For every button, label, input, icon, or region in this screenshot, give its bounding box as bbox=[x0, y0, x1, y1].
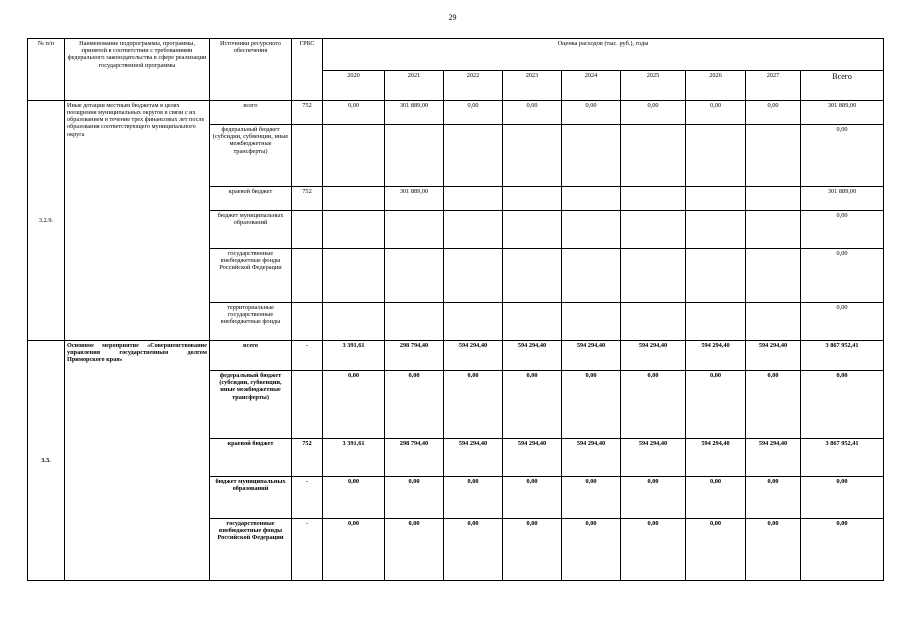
year-value bbox=[686, 303, 746, 341]
header-year: 2023 bbox=[503, 71, 562, 101]
year-value: 0,00 bbox=[621, 477, 686, 519]
year-value: 0,00 bbox=[746, 477, 801, 519]
year-value bbox=[444, 125, 503, 187]
year-value: 594 294,40 bbox=[562, 439, 621, 477]
total-value: 0,00 bbox=[801, 477, 884, 519]
year-value: 0,00 bbox=[686, 371, 746, 439]
year-value bbox=[562, 125, 621, 187]
year-value bbox=[503, 303, 562, 341]
year-value: 301 889,00 bbox=[385, 101, 444, 125]
year-value bbox=[746, 211, 801, 249]
year-value: 0,00 bbox=[385, 477, 444, 519]
year-value bbox=[686, 211, 746, 249]
year-value: 0,00 bbox=[444, 519, 503, 581]
year-value bbox=[323, 303, 385, 341]
header-total: Всего bbox=[801, 71, 884, 101]
total-value: 301 889,00 bbox=[801, 187, 884, 211]
year-value: 594 294,40 bbox=[562, 341, 621, 371]
item-number: 3.3. bbox=[28, 341, 65, 581]
year-value bbox=[746, 187, 801, 211]
year-value bbox=[621, 187, 686, 211]
year-value: 594 294,40 bbox=[503, 341, 562, 371]
total-value: 0,00 bbox=[801, 125, 884, 187]
header-year: 2022 bbox=[444, 71, 503, 101]
year-value: 0,00 bbox=[444, 101, 503, 125]
year-value: 0,00 bbox=[444, 477, 503, 519]
year-value: 298 794,40 bbox=[385, 439, 444, 477]
header-estimate: Оценка расходов (тыс. руб.), годы bbox=[323, 39, 884, 71]
total-value: 0,00 bbox=[801, 211, 884, 249]
year-value bbox=[621, 303, 686, 341]
year-value bbox=[621, 211, 686, 249]
grbs-code: 752 bbox=[292, 187, 323, 211]
year-value: 594 294,40 bbox=[444, 341, 503, 371]
year-value: 594 294,40 bbox=[444, 439, 503, 477]
header-number: № п/п bbox=[28, 39, 65, 101]
year-value bbox=[385, 125, 444, 187]
total-value: 301 889,00 bbox=[801, 101, 884, 125]
funding-source: территориальные государственные внебюджетные фонды bbox=[210, 303, 292, 341]
year-value: 0,00 bbox=[562, 519, 621, 581]
year-value: 3 391,61 bbox=[323, 341, 385, 371]
year-value: 0,00 bbox=[562, 101, 621, 125]
year-value: 594 294,40 bbox=[686, 439, 746, 477]
year-value: 0,00 bbox=[385, 519, 444, 581]
year-value: 0,00 bbox=[746, 371, 801, 439]
budget-table bbox=[27, 38, 884, 581]
year-value: 0,00 bbox=[562, 371, 621, 439]
funding-source: бюджет муниципальных образований bbox=[210, 211, 292, 249]
year-value bbox=[503, 125, 562, 187]
year-value: 0,00 bbox=[621, 519, 686, 581]
total-value: 0,00 bbox=[801, 249, 884, 303]
header-grbs: ГРБС bbox=[292, 39, 323, 101]
funding-source: федеральный бюджет (субсидии, субвенции, иные межбюджетные трансферты) bbox=[210, 371, 292, 439]
grbs-code: - bbox=[292, 519, 323, 581]
year-value: 0,00 bbox=[621, 101, 686, 125]
year-value bbox=[503, 211, 562, 249]
year-value bbox=[621, 249, 686, 303]
year-value bbox=[444, 211, 503, 249]
year-value bbox=[323, 187, 385, 211]
table-row bbox=[28, 341, 884, 371]
header-year: 2025 bbox=[621, 71, 686, 101]
header-year: 2027 bbox=[746, 71, 801, 101]
year-value bbox=[746, 249, 801, 303]
header-year: 2026 bbox=[686, 71, 746, 101]
funding-source: государственные внебюджетные фонды Российской Федерации bbox=[210, 249, 292, 303]
grbs-code: 752 bbox=[292, 101, 323, 125]
year-value: 298 794,40 bbox=[385, 341, 444, 371]
year-value: 0,00 bbox=[503, 477, 562, 519]
year-value: 0,00 bbox=[746, 101, 801, 125]
year-value: 594 294,40 bbox=[621, 341, 686, 371]
page-number: 29 bbox=[448, 13, 457, 22]
year-value bbox=[385, 211, 444, 249]
year-value: 0,00 bbox=[444, 371, 503, 439]
block-3-3 bbox=[28, 341, 884, 581]
funding-source: краевой бюджет bbox=[210, 187, 292, 211]
funding-source: федеральный бюджет (субсидии, субвенции, иные межбюджетные трансферты) bbox=[210, 125, 292, 187]
year-value: 0,00 bbox=[562, 477, 621, 519]
header-year: 2020 bbox=[323, 71, 385, 101]
total-value: 0,00 bbox=[801, 303, 884, 341]
year-value: 0,00 bbox=[323, 371, 385, 439]
header-sources: Источники ресурсного обеспечения bbox=[210, 39, 292, 101]
year-value: 301 889,00 bbox=[385, 187, 444, 211]
table-row bbox=[28, 101, 884, 125]
grbs-code bbox=[292, 371, 323, 439]
year-value: 0,00 bbox=[503, 519, 562, 581]
year-value: 0,00 bbox=[323, 477, 385, 519]
year-value: 0,00 bbox=[503, 101, 562, 125]
item-name: Основное мероприятие «Совершенствование управления государственным долгом Приморского края» bbox=[65, 341, 210, 581]
item-number: 3.2.9. bbox=[28, 101, 65, 341]
funding-source: краевой бюджет bbox=[210, 439, 292, 477]
grbs-code bbox=[292, 249, 323, 303]
year-value bbox=[323, 211, 385, 249]
year-value bbox=[562, 187, 621, 211]
grbs-code bbox=[292, 211, 323, 249]
year-value bbox=[686, 125, 746, 187]
year-value: 594 294,40 bbox=[503, 439, 562, 477]
total-value: 0,00 bbox=[801, 519, 884, 581]
year-value bbox=[323, 249, 385, 303]
grbs-code bbox=[292, 303, 323, 341]
year-value bbox=[385, 303, 444, 341]
total-value: 0,00 bbox=[801, 371, 884, 439]
year-value: 0,00 bbox=[503, 371, 562, 439]
funding-source: бюджет муниципальных образований bbox=[210, 477, 292, 519]
year-value bbox=[562, 211, 621, 249]
item-name: Иные дотации местным бюджетам в целях поощрения муниципальных округов в связи с их образованием в течение трех финансовых лет после образования соответствующего муниципального округа bbox=[65, 101, 210, 341]
year-value: 0,00 bbox=[621, 371, 686, 439]
year-value: 0,00 bbox=[323, 519, 385, 581]
year-value bbox=[746, 125, 801, 187]
year-value bbox=[746, 303, 801, 341]
grbs-code: - bbox=[292, 341, 323, 371]
year-value: 0,00 bbox=[323, 101, 385, 125]
year-value bbox=[503, 249, 562, 303]
year-value bbox=[503, 187, 562, 211]
year-value: 3 391,61 bbox=[323, 439, 385, 477]
year-value bbox=[444, 249, 503, 303]
grbs-code: 752 bbox=[292, 439, 323, 477]
year-value bbox=[621, 125, 686, 187]
block-3-2-9 bbox=[28, 101, 884, 341]
year-value: 594 294,40 bbox=[746, 439, 801, 477]
year-value bbox=[686, 249, 746, 303]
year-value bbox=[385, 249, 444, 303]
year-value bbox=[444, 303, 503, 341]
year-value: 0,00 bbox=[686, 477, 746, 519]
total-value: 3 867 952,41 bbox=[801, 439, 884, 477]
header-year: 2024 bbox=[562, 71, 621, 101]
year-value bbox=[323, 125, 385, 187]
year-value: 0,00 bbox=[686, 519, 746, 581]
grbs-code bbox=[292, 125, 323, 187]
total-value: 3 867 952,41 bbox=[801, 341, 884, 371]
year-value bbox=[562, 303, 621, 341]
year-value: 0,00 bbox=[686, 101, 746, 125]
year-value: 594 294,40 bbox=[686, 341, 746, 371]
year-value: 594 294,40 bbox=[746, 341, 801, 371]
year-value bbox=[444, 187, 503, 211]
funding-source: государственные внебюджетные фонды Российской Федерации bbox=[210, 519, 292, 581]
year-value: 594 294,40 bbox=[621, 439, 686, 477]
year-value: 0,00 bbox=[746, 519, 801, 581]
year-value bbox=[686, 187, 746, 211]
year-value: 0,00 bbox=[385, 371, 444, 439]
header-name: Наименование подпрограммы, программы, принятой в соответствии с требованиями федерального законодательства в сфере реализации государственной программы bbox=[65, 39, 210, 101]
grbs-code: - bbox=[292, 477, 323, 519]
funding-source: всего bbox=[210, 341, 292, 371]
funding-source: всего bbox=[210, 101, 292, 125]
header-year: 2021 bbox=[385, 71, 444, 101]
year-value bbox=[562, 249, 621, 303]
